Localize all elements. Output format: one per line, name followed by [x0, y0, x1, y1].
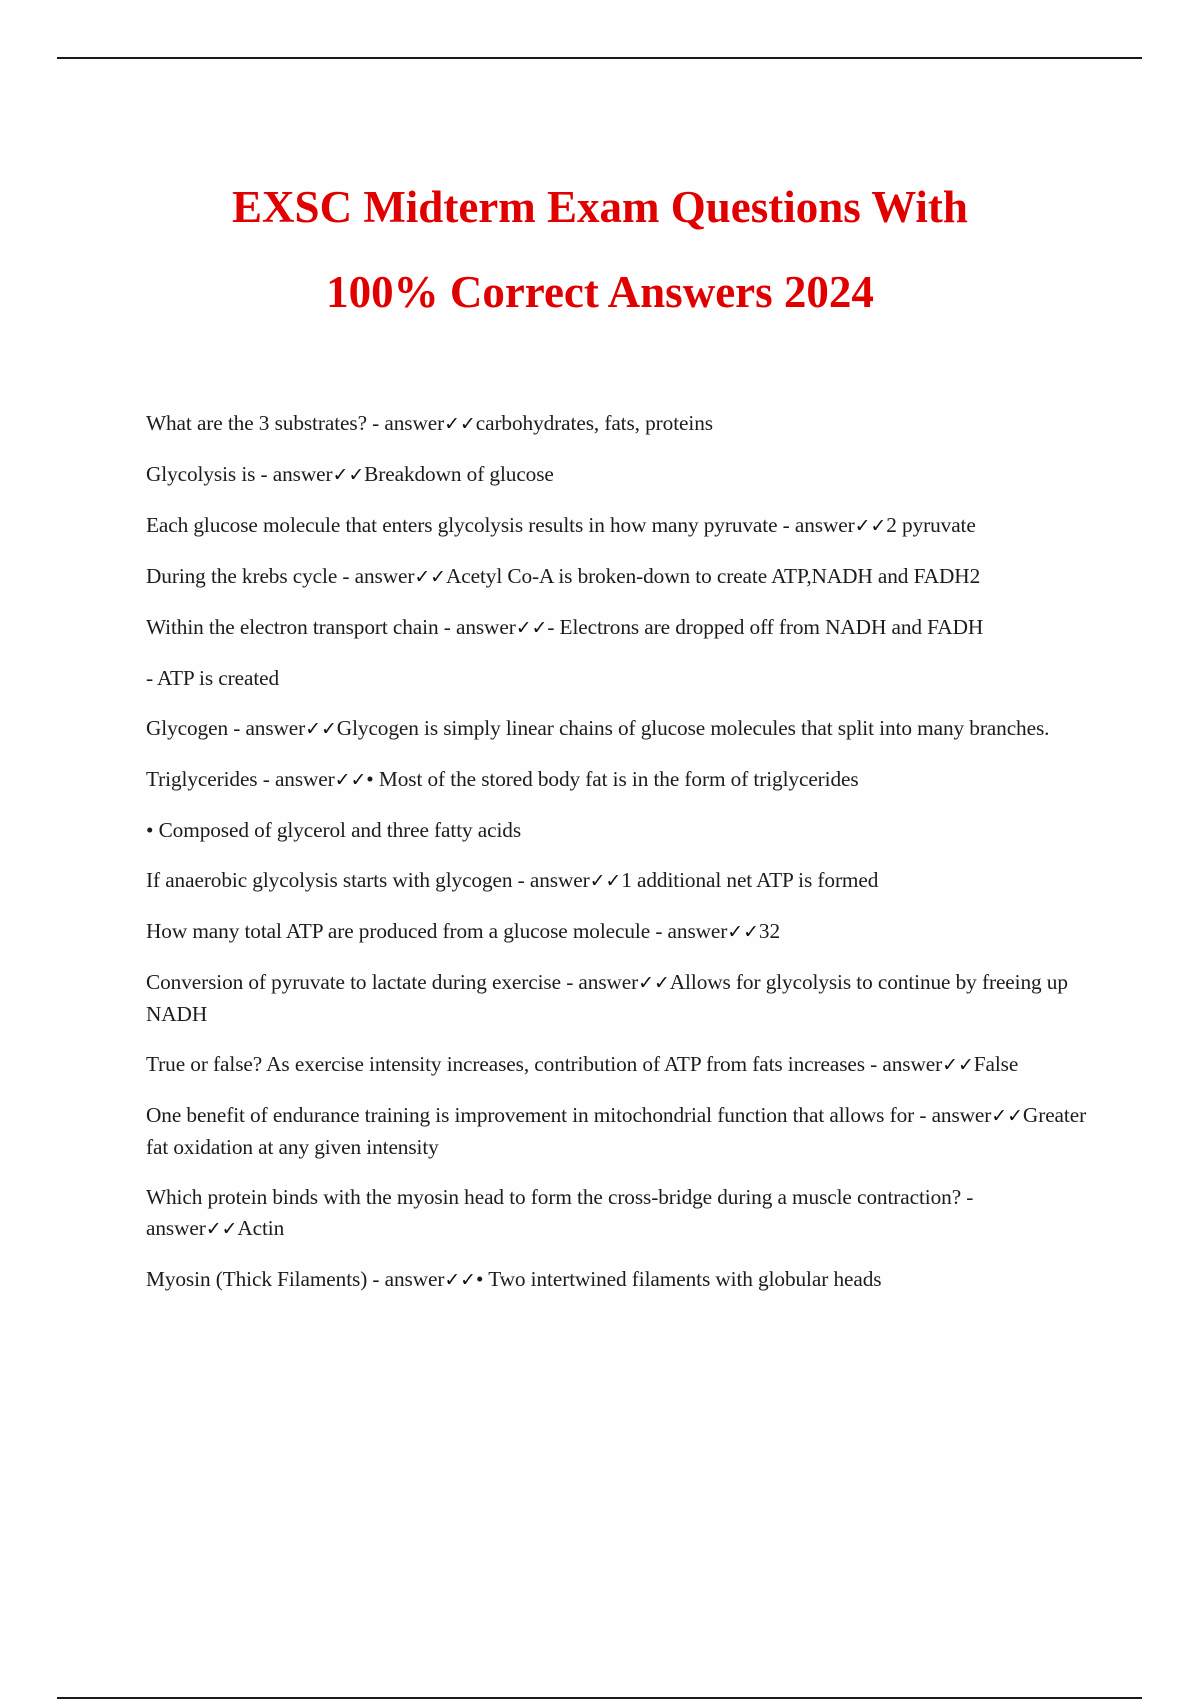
qa-item: [146, 713, 1096, 745]
qa-item: [146, 967, 1096, 1030]
qa-item-continuation: [146, 815, 1096, 846]
question-text: Triglycerides -: [146, 767, 275, 791]
answer-label: answer: [882, 1052, 943, 1076]
answer-label: answer: [667, 919, 728, 943]
question-text: Which protein binds with the myosin head to form the cross-bridge during a muscle contraction? -: [146, 1185, 974, 1209]
qa-item: [146, 612, 1096, 644]
answer-text: Actin: [237, 1216, 285, 1240]
question-text: During the krebs cycle -: [146, 564, 355, 588]
double-check-icon: ✓✓: [414, 566, 446, 588]
title-line-2: 100% Correct Answers 2024: [326, 267, 874, 317]
double-check-icon: ✓✓: [205, 1218, 238, 1240]
answer-text: • Two intertwined filaments with globular heads: [476, 1267, 882, 1291]
qa-item: [146, 1049, 1096, 1081]
question-text: Conversion of pyruvate to lactate during exercise -: [146, 970, 579, 994]
answer-text: carbohydrates, fats, proteins: [475, 411, 713, 435]
answer-label: answer: [274, 767, 335, 791]
answer-label: answer: [529, 868, 590, 892]
double-check-icon: ✓✓: [332, 464, 365, 486]
footer-rule: [57, 1697, 1142, 1699]
answer-text: Breakdown of glucose: [364, 462, 554, 486]
answer-label: answer: [272, 462, 333, 486]
answer-text: Acetyl Co-A is broken-down to create ATP,NADH and FADH2: [445, 564, 981, 588]
header-rule: [57, 57, 1142, 59]
question-text: Glycogen -: [146, 716, 246, 740]
question-text: True or false? As exercise intensity increases, contribution of ATP from fats increases -: [146, 1052, 883, 1076]
double-check-icon: ✓✓: [305, 718, 337, 740]
answer-text: 32: [758, 919, 781, 943]
qa-item: [146, 865, 1096, 897]
question-text: Myosin (Thick Filaments) -: [146, 1267, 385, 1291]
answer-label: answer: [578, 970, 639, 994]
answer-label: answer: [931, 1103, 992, 1127]
answer-label: answer: [384, 1267, 445, 1291]
answer-label: answer: [146, 1216, 206, 1240]
qa-item: [146, 1264, 1096, 1296]
answer-label: answer: [455, 615, 516, 639]
qa-item: [146, 1182, 1096, 1245]
answer-text: - ATP is created: [146, 666, 280, 690]
answer-label: answer: [245, 716, 306, 740]
qa-item: [146, 916, 1096, 948]
answer-text: • Composed of glycerol and three fatty acids: [146, 818, 522, 842]
answer-text: Greater fat oxidation at any given intensity: [146, 1103, 1087, 1159]
double-check-icon: ✓✓: [515, 617, 548, 639]
double-check-icon: ✓✓: [334, 769, 367, 791]
question-text: Each glucose molecule that enters glycolysis results in how many pyruvate -: [146, 513, 795, 537]
qa-item: [146, 764, 1096, 796]
answer-text: False: [973, 1052, 1019, 1076]
question-text: What are the 3 substrates? -: [146, 411, 385, 435]
answer-text: 2 pyruvate: [886, 513, 976, 537]
double-check-icon: ✓✓: [589, 870, 622, 892]
answer-label: answer: [794, 513, 855, 537]
double-check-icon: ✓✓: [444, 413, 476, 435]
qa-item: [146, 561, 1096, 593]
qa-list: [146, 408, 1096, 1315]
answer-text: Allows for glycolysis to continue by freeing up NADH: [146, 970, 1068, 1026]
double-check-icon: ✓✓: [942, 1054, 974, 1076]
question-text: Within the electron transport chain -: [146, 615, 456, 639]
qa-item: [146, 1100, 1096, 1163]
document-title: [0, 165, 1200, 335]
qa-item: [146, 510, 1096, 542]
double-check-icon: ✓✓: [638, 972, 670, 994]
qa-item: [146, 408, 1096, 440]
double-check-icon: ✓✓: [444, 1269, 476, 1291]
question-text: If anaerobic glycolysis starts with glycogen -: [146, 868, 530, 892]
double-check-icon: ✓✓: [991, 1105, 1023, 1127]
double-check-icon: ✓✓: [854, 515, 887, 537]
double-check-icon: ✓✓: [727, 921, 759, 943]
answer-text: • Most of the stored body fat is in the form of triglycerides: [366, 767, 859, 791]
qa-item: [146, 459, 1096, 491]
answer-label: answer: [354, 564, 415, 588]
answer-text: - Electrons are dropped off from NADH and FADH: [547, 615, 984, 639]
title-line-1: EXSC Midterm Exam Questions With: [232, 182, 968, 232]
question-text: Glycolysis is -: [146, 462, 273, 486]
question-text: One benefit of endurance training is improvement in mitochondrial function that allows for -: [146, 1103, 932, 1127]
answer-text: Glycogen is simply linear chains of glucose molecules that split into many branches.: [336, 716, 1050, 740]
answer-text: 1 additional net ATP is formed: [621, 868, 879, 892]
question-text: How many total ATP are produced from a glucose molecule -: [146, 919, 668, 943]
answer-label: answer: [384, 411, 445, 435]
qa-item-continuation: [146, 663, 1096, 694]
